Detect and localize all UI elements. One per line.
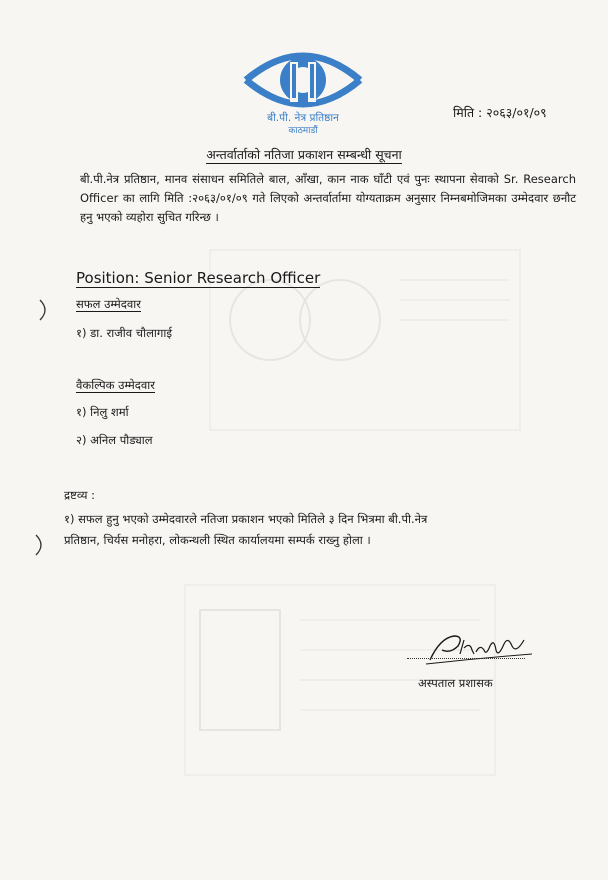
position-title: Position: Senior Research Officer: [76, 269, 321, 287]
list-item: १) निलु शर्मा: [76, 405, 129, 419]
note-text: १) सफल हुनु भएको उम्मेदवारले नतिजा प्रकाशन भएको मितिले ३ दिन भित्रमा बी.पी.नेत्र प्रतिष्ठान, चिर्यस मनोहरा, लोकन्थली स्थित कार्यालयमा सम्पर्क राख्नु होला ।: [64, 512, 428, 547]
logo-location: काठमाडौं: [288, 126, 318, 136]
signature-line: [407, 658, 525, 659]
note-label: द्रष्टव्य :: [64, 488, 95, 502]
handwritten-signature: [420, 628, 535, 668]
signatory-title: अस्पताल प्रशासक: [418, 676, 493, 690]
successful-candidates-heading: सफल उम्मेदवार: [76, 297, 141, 311]
logo-organization-name: बी.पी. नेत्र प्रतिष्ठान: [267, 112, 339, 124]
alternate-candidates-heading: वैकल्पिक उम्मेदवार: [76, 378, 155, 392]
punch-hole-mark: [32, 533, 50, 557]
punch-hole-mark: [36, 298, 54, 322]
notice-title: अन्तर्वार्ताको नतिजा प्रकाशन सम्बन्धी सूचना: [206, 147, 402, 162]
document-date: मिति : २०६३/०१/०९: [453, 105, 547, 120]
list-item: २) अनिल पौड्याल: [76, 433, 153, 447]
notice-body: बी.पी.नेत्र प्रतिष्ठान, मानव संसाधन समितिले बाल, आँखा, कान नाक घाँटी एवं पुनः स्थापना सेवाको Sr. Research Officer का लागि मिति :२०६३/०१/०९ गते लिएको अन्तर्वार्तामा योग्यताक्रम अनुसार निम्नबमोजिमका उम्मेदवार छनौट हनु भएको व्यहोरा सुचित गरिन्छ ।: [80, 172, 576, 224]
list-item: १) डा. राजीव चौलागाई: [76, 326, 172, 340]
